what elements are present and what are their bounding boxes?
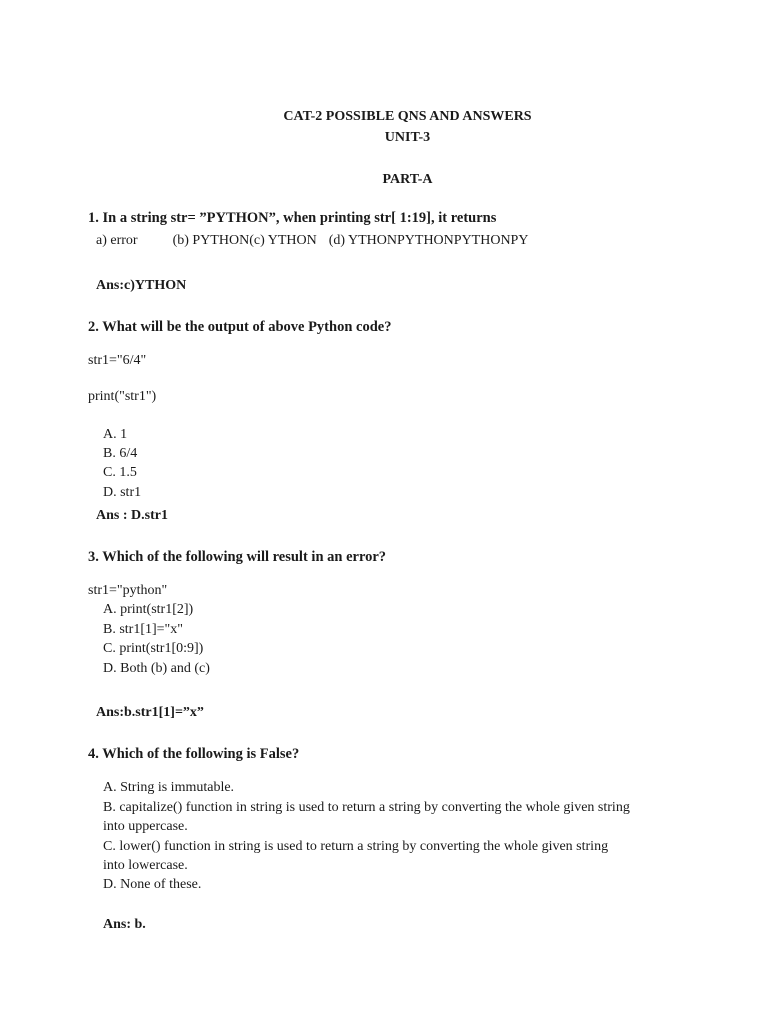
q2-option-a: A. 1 <box>103 427 128 442</box>
q4-option-d: D. None of these. <box>103 877 202 892</box>
q1-option-b: (b) PYTHON <box>172 233 250 248</box>
unit-heading: UNIT-3 <box>384 130 431 145</box>
q3-option-b: B. str1[1]="x" <box>103 622 183 637</box>
question-1: 1. In a string str= ”PYTHON”, when printing str[ 1:19], it returns <box>88 210 497 226</box>
question-2: 2. What will be the output of above Python code? <box>88 319 392 335</box>
q3-option-c: C. print(str1[0:9]) <box>103 641 204 656</box>
q4-option-b-line-1: B. capitalize() function in string is used to return a string by converting the whole given string <box>103 800 630 815</box>
document-title: CAT-2 POSSIBLE QNS AND ANSWERS <box>283 109 532 124</box>
q2-option-c: C. 1.5 <box>103 465 137 480</box>
q3-option-a: A. print(str1[2]) <box>103 602 194 617</box>
q2-option-b: B. 6/4 <box>103 446 138 461</box>
q2-option-d: D. str1 <box>103 485 142 500</box>
answer-1: Ans:c)YTHON <box>96 278 187 293</box>
q4-option-a: A. String is immutable. <box>103 780 235 795</box>
q3-code-line-1: str1="python" <box>88 583 168 598</box>
question-4: 4. Which of the following is False? <box>88 746 300 762</box>
q4-option-c-line-1: C. lower() function in string is used to return a string by converting the whole given string <box>103 839 609 854</box>
q2-code-line-2: print("str1") <box>88 389 157 404</box>
answer-4: Ans: b. <box>103 917 146 932</box>
q4-option-b-line-2: into uppercase. <box>103 819 188 834</box>
q3-option-d: D. Both (b) and (c) <box>103 661 210 676</box>
q2-code-line-1: str1="6/4" <box>88 353 147 368</box>
q4-option-c-line-2: into lowercase. <box>103 858 188 873</box>
part-heading: PART-A <box>382 172 433 187</box>
question-3: 3. Which of the following will result in an error? <box>88 549 387 565</box>
answer-3: Ans:b.str1[1]=”x” <box>96 705 204 720</box>
q1-option-c: (c) YTHON <box>249 233 317 248</box>
q1-option-d: (d) YTHONPYTHONPYTHONPY <box>328 233 529 248</box>
q1-option-a: a) error <box>96 233 138 248</box>
answer-2: Ans : D.str1 <box>96 508 168 523</box>
question-1-options <box>96 232 528 250</box>
